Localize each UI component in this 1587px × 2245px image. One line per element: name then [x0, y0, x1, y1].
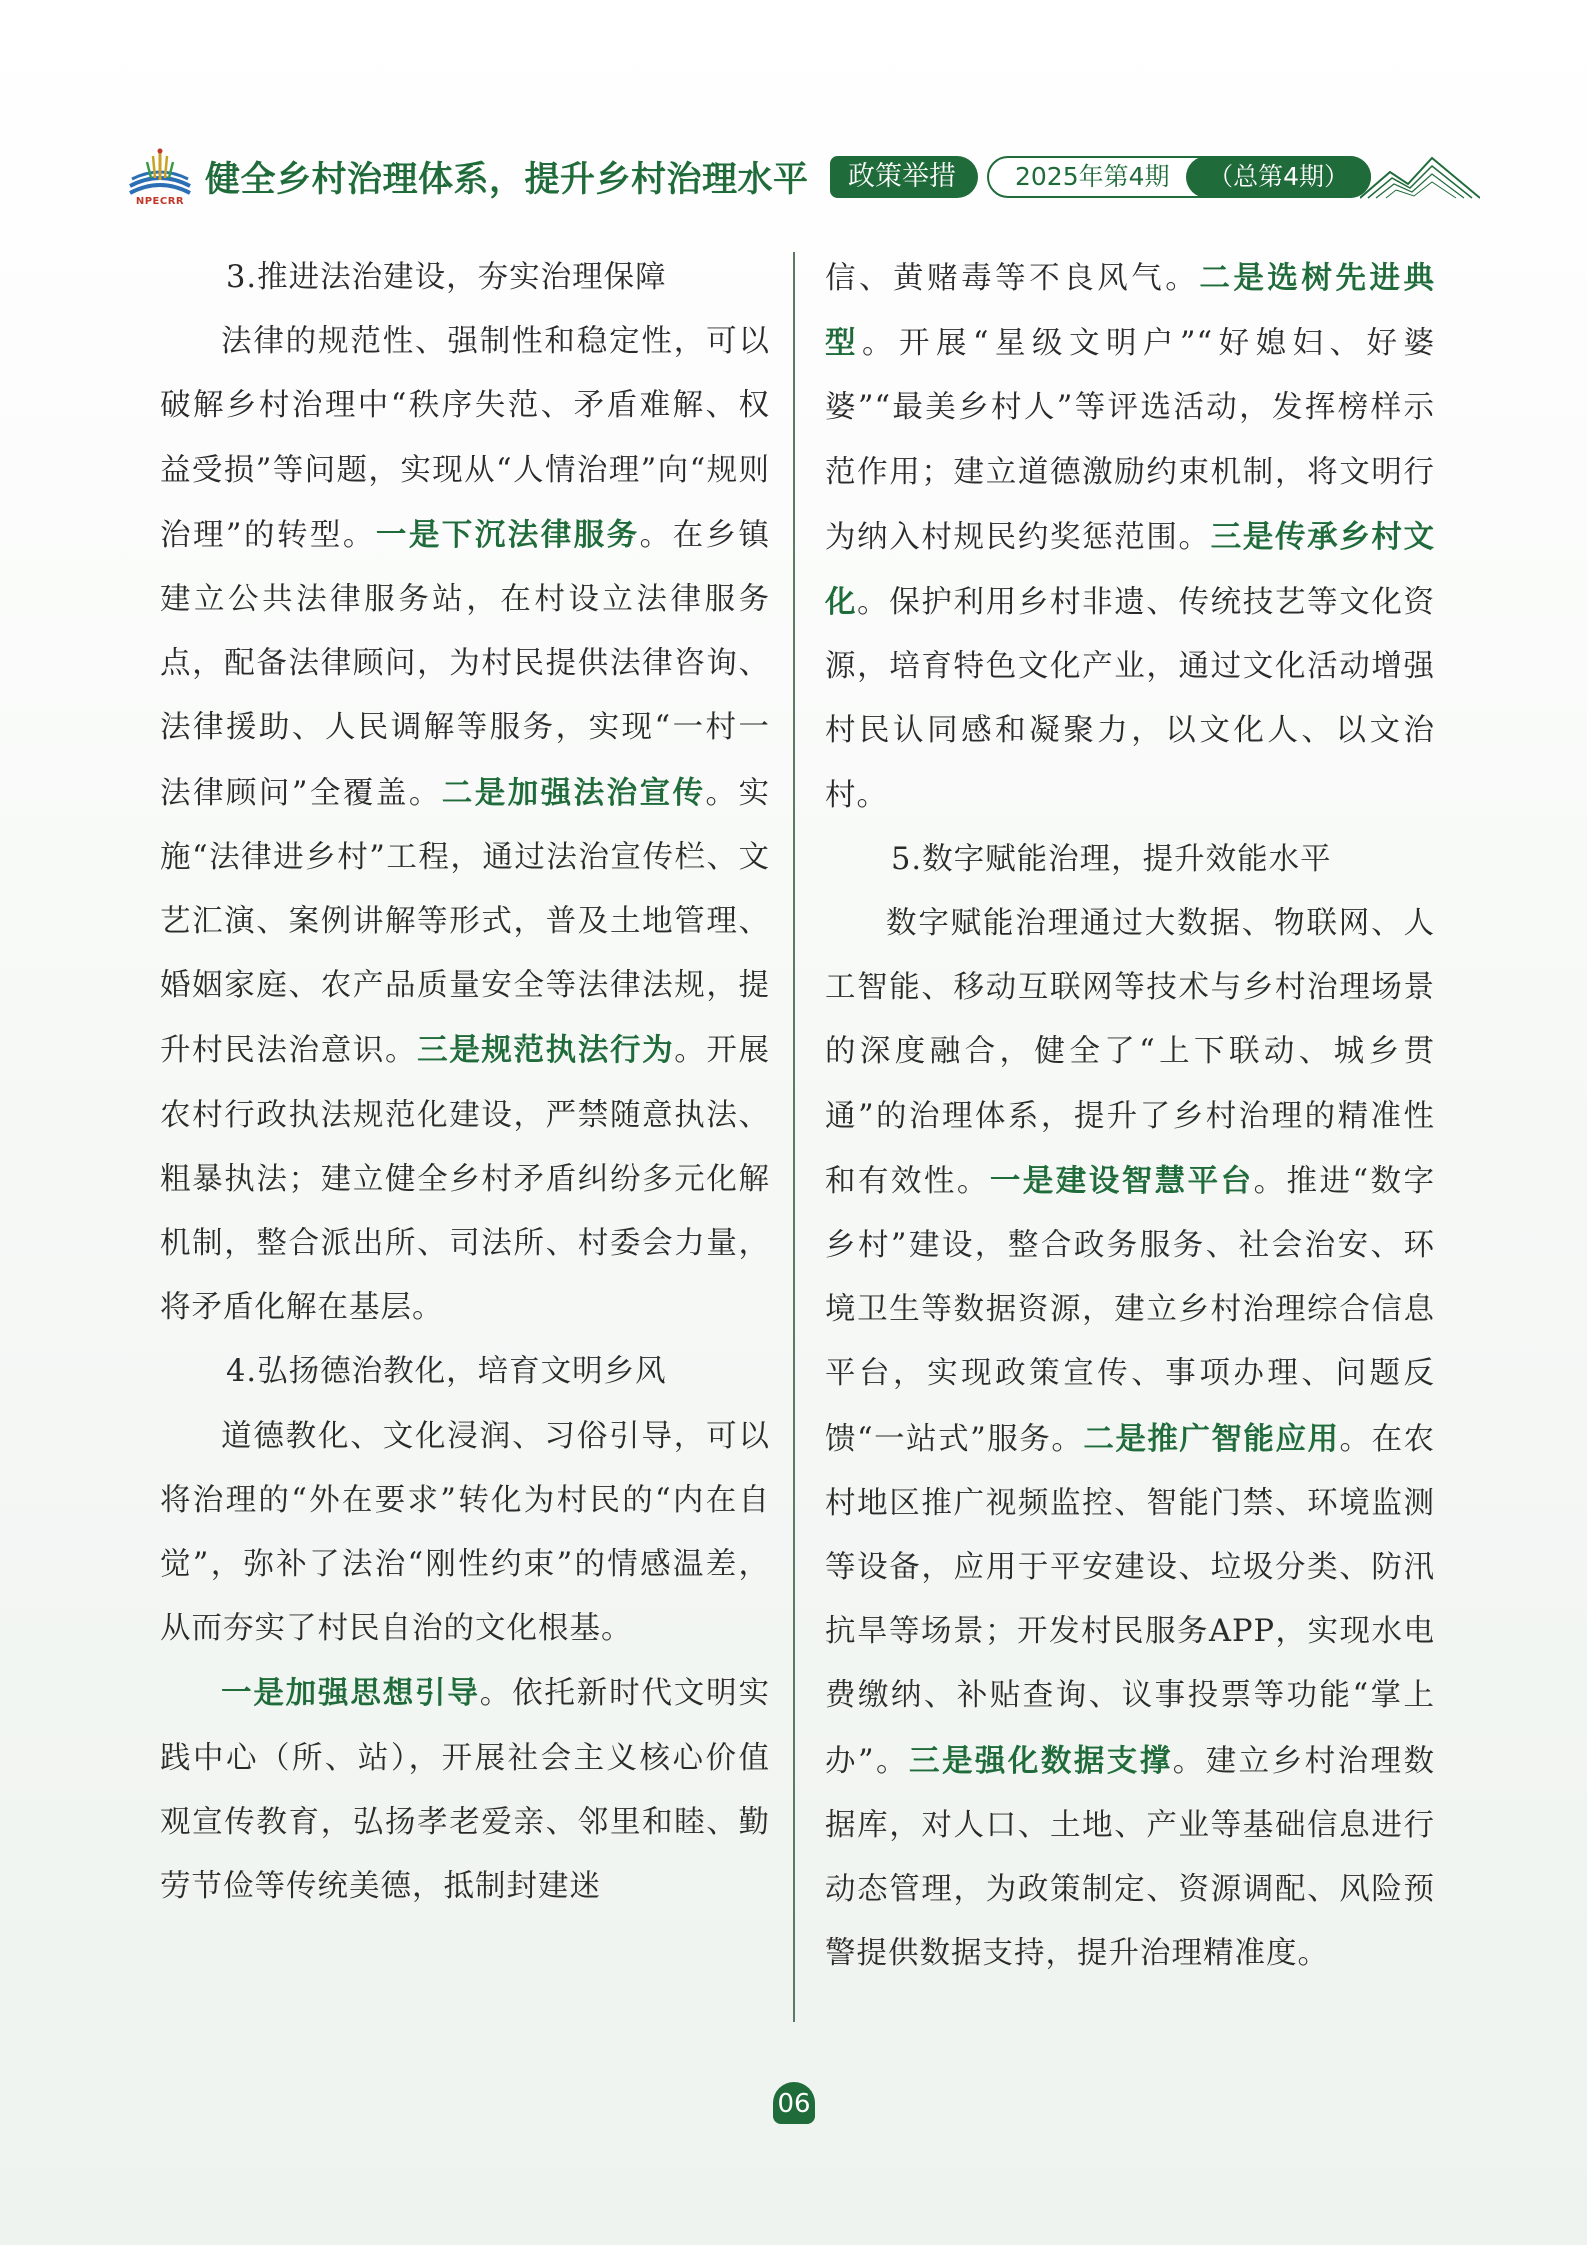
text: 数字赋能治理通过大数据、物联网、人工智能、移动互联网等技术与乡村治理场景的深度融合，健全了“上下联动、城乡贯通”的治理体系，提升了乡村治理的精准性和有效性。 — [825, 906, 1435, 1199]
paragraph-moral-measures — [160, 1661, 770, 1919]
highlight-text: 三是传承乡村文化 — [825, 518, 1436, 621]
right-column — [825, 246, 1435, 1986]
highlight-text: 二是加强法治宣传 — [441, 774, 706, 811]
logo-label: NPECRR — [135, 196, 185, 207]
paragraph-moral: 道德教化、文化浸润、习俗引导，可以将治理的“外在要求”转化为村民的“内在自觉”，弥补了法治“刚性约束”的情感温差，从而夯实了村民自治的文化根基。 — [160, 1418, 770, 1647]
text: 。在乡镇建立公共法律服务站，在村设立法律服务点，配备法律顾问，为村民提供法律咨询、法律援助、人民调解等服务，实现“一村一法律顾问”全覆盖。 — [160, 517, 771, 811]
section-tag: 政策举措 — [830, 156, 978, 198]
text: 信、黄赌毒等不良风气。 — [825, 261, 1200, 296]
text: 。依托新时代文明实践中心（所、站），开展社会主义核心价值观宣传教育，弘扬孝老爱亲、邻里和睦、勤劳节俭等传统美德，抵制封建迷 — [160, 1676, 770, 1905]
issue-badge — [987, 156, 1371, 198]
section-heading-5: 5.数字赋能治理，提升效能水平 — [891, 841, 1332, 877]
text: 。推进“数字乡村”建设，整合政务服务、社会治安、环境卫生等数据资源，建立乡村治理综合信息平台，实现政策宣传、事项办理、问题反馈“一站式”服务。 — [825, 1163, 1436, 1457]
mountain-decoration-icon — [1360, 150, 1480, 202]
text: 。实施“法律进乡村”工程，通过法治宣传栏、文艺汇演、案例讲解等形式，普及土地管理、婚姻家庭、农产品质量安全等法律法规，提升村民法治意识。 — [160, 775, 771, 1069]
highlight-text: 一是建设智慧平台 — [989, 1162, 1254, 1199]
section-heading-4: 4.弘扬德治教化，培育文明乡风 — [226, 1354, 667, 1390]
text: 。开展“星级文明户”“好媳妇、好婆婆”“最美乡村人”等评选活动，发挥榜样示范作用；建立道德激励约束机制，将文明行为纳入村规民约奖惩范围。 — [825, 326, 1435, 555]
highlight-text: 二是选树先进典型 — [825, 260, 1436, 362]
paragraph-digital — [825, 892, 1435, 1986]
page-number: 06 — [773, 2082, 815, 2124]
text: 法律的规范性、强制性和稳定性，可以破解乡村治理中“秩序失范、矛盾难解、权益受损”等问题，实现从“人情治理”向“规则治理”的转型。 — [160, 324, 770, 553]
paragraph-moral-continued — [825, 246, 1435, 828]
highlight-text: 二是推广智能应用 — [1083, 1420, 1340, 1457]
issue-total-label: （总第4期） — [1186, 156, 1371, 198]
highlight-text: 三是规范执法行为 — [417, 1032, 675, 1069]
page-header — [0, 140, 1587, 220]
highlight-text: 三是强化数据支撑 — [909, 1742, 1173, 1779]
text: 。在农村地区推广视频监控、智能门禁、环境监测等设备，应用于平安建设、垃圾分类、防汛抗旱等场景；开发村民服务APP，实现水电费缴纳、补贴查询、议事投票等功能“掌上办”。 — [825, 1421, 1436, 1779]
highlight-text: 一是下沉法律服务 — [375, 516, 640, 553]
highlight-text: 一是加强思想引导 — [221, 1675, 480, 1712]
section-heading-3: 3.推进法治建设，夯实治理保障 — [226, 260, 667, 295]
paragraph-legal — [160, 310, 770, 1340]
issue-label: 2025年第4期 — [1015, 162, 1170, 191]
page-title: 健全乡村治理体系，提升乡村治理水平 — [205, 160, 809, 200]
text: 。保护利用乡村非遗、传统技艺等文化资源，培育特色文化产业，通过文化活动增强村民认同感和凝聚力，以文化人、以文治村。 — [825, 585, 1436, 813]
text: 。建立乡村治理数据库，对人口、土地、产业等基础信息进行动态管理，为政策制定、资源调配、风险预警提供数据支持，提升治理精准度。 — [825, 1743, 1436, 1972]
left-column — [160, 246, 770, 1919]
text: 。开展农村行政执法规范化建设，严禁随意执法、粗暴执法；建立健全乡村矛盾纠纷多元化解机制，整合派出所、司法所、村委会力量，将矛盾化解在基层。 — [160, 1033, 771, 1326]
column-divider — [793, 252, 795, 2022]
